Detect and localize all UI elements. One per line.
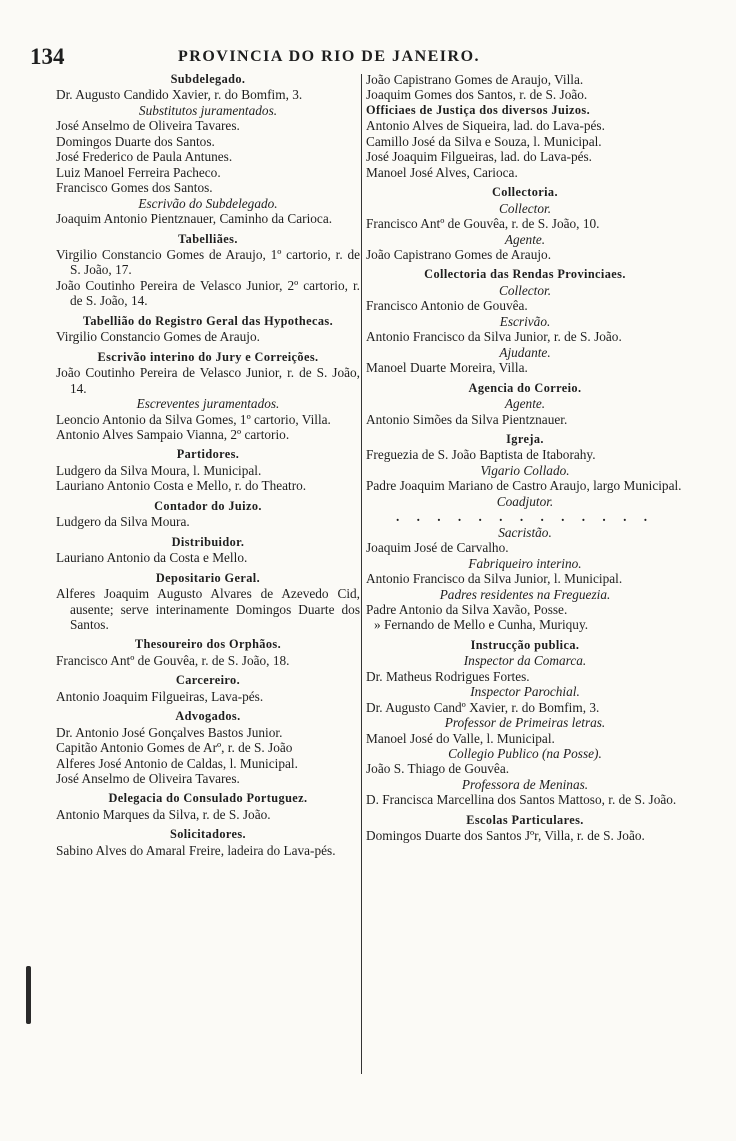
page-number: 134 (30, 44, 65, 69)
role-subheading: Padres residentes na Freguezia. (439, 586, 611, 602)
column-divider (361, 74, 362, 1074)
role-subheading: Vigario Collado. (480, 462, 570, 478)
right-column (366, 72, 684, 844)
entry: Virgilio Constancio Gomes de Araujo. (56, 329, 260, 345)
entry: Francisco Antonio de Gouvêa. (366, 298, 528, 314)
section-heading: Partidores. (176, 447, 240, 462)
entry: Dr. Augusto Candº Xavier, r. do Bomfim, 3. (366, 699, 600, 715)
section-heading: Advogados. (175, 709, 241, 724)
entry: D. Francisca Marcellina dos Santos Mattoso, r. de S. João. (366, 792, 677, 808)
section-heading: Tabelliães. (178, 231, 238, 246)
entry: Sabino Alves do Amaral Freire, ladeira do Lava-pés. (56, 842, 336, 858)
entry: Antonio Marques da Silva, r. de S. João. (56, 806, 271, 822)
entry: Alferes Joaquim Augusto Alvares de Azevedo Cid, ausente; serve interinamente Domingos Duarte dos Santos. (56, 586, 360, 632)
entry: Antonio Simões da Silva Pientznauer. (366, 411, 568, 427)
entry: Francisco Gomes dos Santos. (56, 180, 213, 196)
left-column (56, 72, 360, 858)
entry: Dr. Matheus Rodrigues Fortes. (366, 668, 530, 684)
entry: Antonio Francisco da Silva Junior, l. Municipal. (366, 571, 623, 587)
entry: Capitão Antonio Gomes de Arº, r. de S. João (56, 740, 293, 756)
section-heading: Delegacia do Consulado Portuguez. (108, 791, 308, 806)
entry: Manoel José do Valle, l. Municipal. (366, 730, 555, 746)
section-heading: Igreja. (506, 431, 544, 446)
role-subheading: Inspector Parochial. (470, 684, 580, 700)
entry: Dr. Augusto Candido Xavier, r. do Bomfim, 3. (56, 87, 303, 103)
dotted-placeholder: . . . . . . . . . . . . . (395, 509, 655, 525)
section-heading: Escrivão interino do Jury e Correições. (97, 349, 319, 364)
entry: Dr. Antonio José Gonçalves Bastos Junior. (56, 724, 283, 740)
entry: Antonio Alves Sampaio Vianna, 2º cartorio. (56, 426, 290, 442)
entry: João Coutinho Pereira de Velasco Junior, 2º cartorio, r. de S. João, 14. (56, 277, 360, 309)
section-heading: Collectoria das Rendas Provinciaes. (424, 267, 626, 282)
role-subheading: Fabriqueiro interino. (468, 555, 582, 571)
role-subheading: Professor de Primeiras letras. (444, 715, 606, 731)
entry: José Frederico de Paula Antunes. (56, 149, 233, 165)
section-heading: Solicitadores. (169, 827, 247, 842)
entry: Manoel Duarte Moreira, Villa. (366, 360, 528, 376)
role-subheading: Sacristão. (498, 524, 552, 540)
entry: João S. Thiago de Gouvêa. (366, 761, 510, 777)
role-subheading: Coadjutor. (496, 493, 554, 509)
section-heading: Contador do Juizo. (154, 498, 262, 513)
role-subheading: Professora de Meninas. (461, 776, 589, 792)
entry: Antonio Joaquim Filgueiras, Lava-pés. (56, 688, 264, 704)
entry: José Anselmo de Oliveira Tavares. (56, 771, 240, 787)
role-subheading: Agente. (504, 231, 546, 247)
section-heading: Officiaes de Justiça dos diversos Juizos. (366, 102, 591, 117)
role-subheading: Substitutos juramentados. (138, 102, 278, 118)
entry: Padre Antonio da Silva Xavão, Posse. (366, 601, 568, 617)
entry: Francisco Antº de Gouvêa, r. de S. João, 18. (56, 652, 290, 668)
entry: Joaquim Antonio Pientznauer, Caminho da Carioca. (56, 211, 333, 227)
role-subheading: Collegio Publico (na Posse). (448, 746, 602, 762)
section-heading: Carcereiro. (175, 673, 241, 688)
section-heading: Escolas Particulares. (466, 812, 584, 827)
section-heading: Thesoureiro dos Orphãos. (134, 637, 282, 652)
page-header (30, 44, 690, 70)
section-heading: Agencia do Correio. (468, 380, 582, 395)
section-heading: Tabellião do Registro Geral das Hypothecas. (82, 313, 334, 328)
section-heading: Distribuidor. (171, 534, 245, 549)
entry: Joaquim José de Carvalho. (366, 540, 509, 556)
entry: Joaquim Gomes dos Santos, r. de S. João. (366, 87, 588, 103)
entry: Luiz Manoel Ferreira Pacheco. (56, 164, 221, 180)
section-heading: Collectoria. (492, 185, 558, 200)
role-subheading: Escrivão do Subdelegado. (138, 195, 278, 211)
entry: Virgilio Constancio Gomes de Araujo, 1º cartorio, r. de S. João, 17. (56, 246, 360, 278)
entry: José Joaquim Filgueiras, lad. do Lava-pés. (366, 149, 593, 165)
entry: Antonio Alves de Siqueira, lad. do Lava-pés. (366, 118, 605, 134)
section-heading: Instrucção publica. (470, 637, 580, 652)
entry: Domingos Duarte dos Santos. (56, 133, 215, 149)
entry: Lauriano Antonio Costa e Mello, r. do Theatro. (56, 478, 307, 494)
entry: Freguezia de S. João Baptista de Itaborahy. (366, 447, 596, 463)
entry: João Capistrano Gomes de Araujo, Villa. (366, 72, 584, 87)
entry: » Fernando de Mello e Cunha, Muriquy. (374, 617, 589, 633)
role-subheading: Escreventes juramentados. (136, 396, 280, 412)
role-subheading: Inspector da Comarca. (463, 653, 587, 669)
entry: Manoel José Alves, Carioca. (366, 164, 518, 180)
entry: Ludgero da Silva Moura. (56, 514, 190, 530)
entry: Ludgero da Silva Moura, l. Municipal. (56, 462, 262, 478)
entry: Camillo José da Silva e Souza, l. Municipal. (366, 133, 602, 149)
role-subheading: Escrivão. (499, 313, 551, 329)
entry: Domingos Duarte dos Santos Jºr, Villa, r. de S. João. (366, 828, 645, 844)
role-subheading: Collector. (498, 200, 552, 216)
entry: Padre Joaquim Mariano de Castro Araujo, largo Municipal. (366, 478, 682, 494)
entry: Francisco Antº de Gouvêa, r. de S. João, 10. (366, 216, 600, 232)
entry: Alferes José Antonio de Caldas, l. Municipal. (56, 755, 298, 771)
section-heading: Subdelegado. (170, 72, 246, 86)
margin-mark (26, 966, 31, 1024)
entry: Lauriano Antonio da Costa e Mello. (56, 550, 248, 566)
entry: João Capistrano Gomes de Araujo. (366, 246, 552, 262)
section-heading: Depositario Geral. (155, 570, 261, 585)
role-subheading: Agente. (504, 396, 546, 412)
running-title: PROVINCIA DO RIO DE JANEIRO. (178, 48, 481, 65)
entry: Leoncio Antonio da Silva Gomes, 1º cartorio, Villa. (56, 411, 331, 427)
role-subheading: Collector. (498, 282, 552, 298)
role-subheading: Ajudante. (499, 344, 551, 360)
entry: José Anselmo de Oliveira Tavares. (56, 118, 240, 134)
entry: Antonio Francisco da Silva Junior, r. de S. João. (366, 329, 622, 345)
entry: João Coutinho Pereira de Velasco Junior, r. de S. João, 14. (56, 365, 360, 396)
